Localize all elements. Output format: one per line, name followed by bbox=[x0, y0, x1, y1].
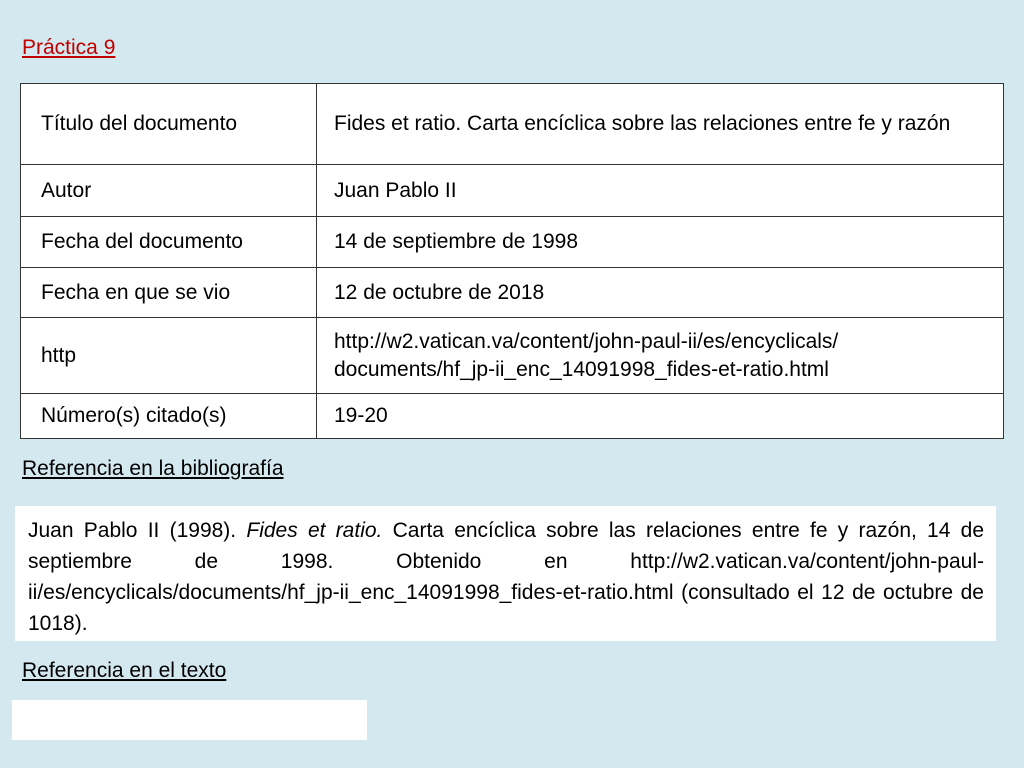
url-line-2: documents/hf_jp-ii_enc_14091998_fides-et-ratio.html bbox=[334, 357, 829, 381]
bibliography-heading: Referencia en la bibliografía bbox=[22, 457, 284, 480]
row-value-author: Juan Pablo II bbox=[317, 165, 1004, 217]
bibliography-details: Carta encíclica sobre las relaciones entre fe y razón, 14 de septiembre de 1998. Obtenido en http://w2.vatican.va/content/john-paul-ii/es/encyclicals/documents/hf_jp-ii_enc_14091998_fides-et-ratio.html (consultado el 12 de octubre de 1018). bbox=[28, 519, 984, 635]
row-value-title: Fides et ratio. Carta encíclica sobre las relaciones entre fe y razón bbox=[317, 84, 1004, 165]
row-label-cited-numbers: Número(s) citado(s) bbox=[21, 394, 317, 439]
table-row bbox=[21, 394, 1004, 439]
text-reference-heading: Referencia en el texto bbox=[22, 659, 227, 682]
table-row bbox=[21, 84, 1004, 165]
table-row bbox=[21, 318, 1004, 394]
url-line-1: http://w2.vatican.va/content/john-paul-ii/es/encyclicals/ bbox=[334, 329, 839, 353]
bibliography-reference bbox=[15, 506, 996, 641]
bibliography-author-year: Juan Pablo II (1998). bbox=[28, 519, 247, 542]
row-value-viewed-date: 12 de octubre de 2018 bbox=[317, 268, 1004, 318]
row-value-document-date: 14 de septiembre de 1998 bbox=[317, 217, 1004, 268]
row-label-document-date: Fecha del documento bbox=[21, 217, 317, 268]
text-reference-field[interactable] bbox=[12, 700, 367, 740]
row-label-http: http bbox=[21, 318, 317, 394]
row-value-cited-numbers: 19-20 bbox=[317, 394, 1004, 439]
row-label-viewed-date: Fecha en que se vio bbox=[21, 268, 317, 318]
row-label-title: Título del documento bbox=[21, 84, 317, 165]
table-row bbox=[21, 165, 1004, 217]
table-row bbox=[21, 217, 1004, 268]
bibliography-work-title: Fides et ratio. bbox=[246, 519, 383, 542]
row-label-author: Autor bbox=[21, 165, 317, 217]
table-row bbox=[21, 268, 1004, 318]
page-title: Práctica 9 bbox=[22, 36, 116, 59]
row-value-http bbox=[317, 318, 1004, 394]
document-info-table bbox=[20, 83, 1004, 439]
